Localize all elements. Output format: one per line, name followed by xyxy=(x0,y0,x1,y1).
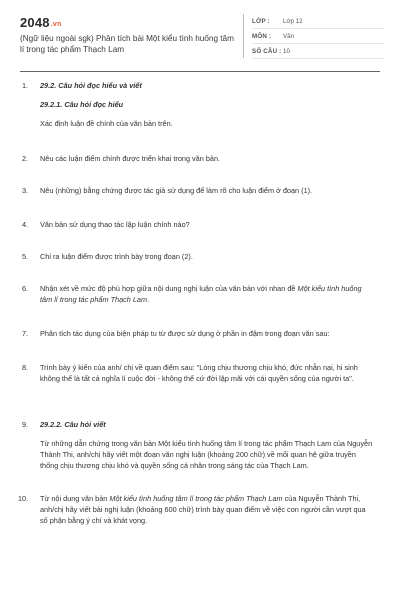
question-number: 7. xyxy=(22,329,29,338)
meta-row-class xyxy=(252,14,384,29)
question-text-part: Nhận xét về mức độ phù hợp giữa nội dung nghị luận của văn bản với nhan đề xyxy=(40,284,298,293)
meta-value: 10 xyxy=(283,47,290,55)
question-number: 4. xyxy=(22,220,29,229)
question-number: 5. xyxy=(22,252,29,261)
meta-label: MÔN : xyxy=(252,32,272,40)
header-rule xyxy=(20,71,380,72)
question-text: Trình bày ý kiến của anh/ chị về quan điểm sau: "Lòng chịu thương chịu khó, đức nhẫn nại, hi sinh không thể là tất cả nghĩa lí cuộc đời - không thể cứ đời lặp mãi với cái quyền sống của người ta". xyxy=(40,363,358,383)
question-text: Phân tích tác dụng của biện pháp tu từ được sử dụng ở phần in đậm trong đoạn văn sau: xyxy=(40,329,330,338)
question-number: 1. xyxy=(22,81,29,90)
meta-row-count xyxy=(252,44,384,59)
question-text: Xác định luận đề chính của văn bản trên. xyxy=(40,119,173,128)
question-text-part: của Nguyễn Thành Thi, anh/chị hãy viết bài nghị luận (khoảng 600 chữ) trình bày quan điểm về việc con người cần vượt qua số phận bằng ý chí và khát vọng. xyxy=(40,494,366,525)
work-title: Một kiểu tình huống tâm lí trong tác phẩm Thạch Lam xyxy=(109,494,283,503)
section-heading: 29.2. Câu hỏi đọc hiểu và viết xyxy=(40,81,142,90)
question-text: Nêu (những) bằng chứng được tác giả sử dụng để làm rõ cho luận điểm ở đoạn (1). xyxy=(40,186,313,195)
question-text: Văn bản sử dụng thao tác lập luận chính nào? xyxy=(40,220,190,229)
subsection-heading: 29.2.1. Câu hỏi đọc hiểu xyxy=(40,100,124,109)
meta-row-subject xyxy=(252,29,384,44)
question-text: Nêu các luận điểm chính được triển khai trong văn bản. xyxy=(40,154,221,163)
question-text xyxy=(40,283,375,305)
question-number: 6. xyxy=(22,284,29,293)
page-header xyxy=(0,0,400,68)
meta-label: LỚP : xyxy=(252,17,270,25)
question-number: 2. xyxy=(22,154,29,163)
question-text-part: . xyxy=(147,295,150,304)
logo-suffix: .vn xyxy=(50,21,62,28)
meta-table xyxy=(252,14,384,59)
meta-label: SỐ CÂU : xyxy=(252,47,282,55)
question-number: 3. xyxy=(22,186,29,195)
site-logo[interactable] xyxy=(20,15,61,30)
header-divider xyxy=(243,14,244,58)
section-heading: 29.2.2. Câu hỏi viết xyxy=(40,420,106,429)
question-text: Từ những dẫn chứng trong văn bản Một kiểu tình huống tâm lí trong tác phẩm Thạch Lam của Nguyễn Thành Thi, anh/chị hãy viết một đoạn văn nghị luận (khoảng 200 chữ) về mối quan hệ giữa truyền thống chịu thương chịu khó và quyền sống cá nhân trong sáng tác của Thạch Lam. xyxy=(40,439,373,470)
question-text: Chỉ ra luận điểm được trình bày trong đoạn (2). xyxy=(40,252,193,261)
page-title: (Ngữ liệu ngoài sgk) Phân tích bài Một kiểu tình huống tâm lí trong tác phẩm Thạch Lam xyxy=(20,34,234,54)
meta-value: Văn xyxy=(283,32,295,40)
question-text xyxy=(40,493,375,526)
meta-value: Lớp 12 xyxy=(283,17,303,25)
work-title: Một kiểu tình huống tâm lí trong tác phẩm Thạch Lam xyxy=(40,284,362,304)
logo-text: 2048 xyxy=(20,15,50,30)
question-number: 8. xyxy=(22,363,29,372)
question-text-part: Từ nội dung văn bản xyxy=(40,494,110,503)
question-number: 10. xyxy=(18,494,29,503)
question-number: 9. xyxy=(22,420,29,429)
